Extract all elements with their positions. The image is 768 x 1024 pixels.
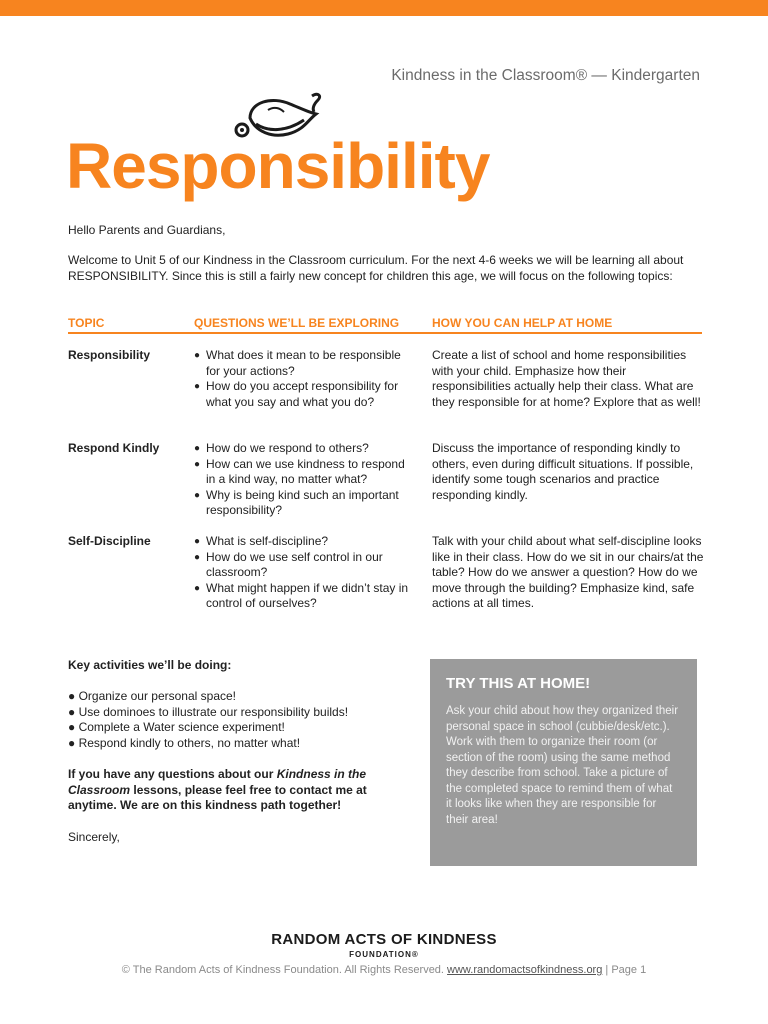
row-help: Discuss the importance of responding kindly to others, even during difficult situations. If possible, identify some tough scenarios and practice responding kindly. [432, 441, 694, 502]
question-item: ● What does it mean to be responsible for your actions? [194, 348, 416, 379]
page-title: Responsibility [66, 130, 490, 202]
series-title: Kindness in the Classroom® — Kindergarten [391, 67, 700, 84]
row-topic: Responsibility [68, 348, 151, 362]
activity-item: ● Use dominoes to illustrate our responsibility builds! [68, 704, 349, 719]
curriculum-name: Kindness in the Classroom [68, 767, 367, 797]
question-item: ● How can we use kindness to respond in a kind way, no matter what? [194, 457, 416, 488]
signoff: Sincerely, [68, 830, 120, 844]
question-item: ● Why is being kind such an important responsibility? [194, 488, 416, 519]
intro-paragraph: Welcome to Unit 5 of our Kindness in the Classroom curriculum. For the next 4-6 weeks we will be learning all about RESPONSIBILITY. Since this is still a fairly new concept for children this age, we will focus on the following topics: [68, 253, 684, 283]
row-help: Create a list of school and home responsibilities with your child. Emphasize how their responsibilities actually help their class. What are they responsible for at home? Explore that as well! [432, 348, 701, 409]
question-item: ● What might happen if we didn’t stay in control of ourselves? [194, 581, 416, 612]
website-link[interactable]: www.randomactsofkindness.org [447, 964, 603, 976]
activities-title: Key activities we’ll be doing: [68, 658, 232, 672]
top-accent-bar [0, 0, 768, 16]
contact-note [68, 767, 388, 814]
row-topic: Self-Discipline [68, 534, 151, 548]
try-box-body: Ask your child about how they organized their personal space in school (cubbie/desk/etc.). Work with them to organize their room (or section of the room) using the same method they describe from school. Take a picture of the completed space to remind them of what it looks like when they are responsible for their area! [446, 705, 679, 826]
table-header [68, 316, 702, 334]
activity-item: ● Respond kindly to others, no matter what! [68, 735, 301, 750]
column-header-topic: TOPIC [68, 316, 105, 330]
foundation-logo-text: RANDOM ACTS OF KINDNESS [271, 931, 497, 948]
row-questions [194, 534, 416, 612]
row-topic: Respond Kindly [68, 441, 160, 455]
activity-item: ● Organize our personal space! [68, 689, 237, 703]
row-help: Talk with your child about what self-discipline looks like in their class. How do we sit in our chairs/at the table? How do we answer a question? How do we move through the building? Emphasize kind, safe actions at all times. [432, 534, 704, 610]
try-box-title: TRY THIS AT HOME! [446, 675, 591, 692]
contact-text: If you have any questions about our [68, 767, 277, 781]
try-this-at-home-box [430, 659, 697, 866]
copyright-text: © The Random Acts of Kindness Foundation. All Rights Reserved. [121, 964, 444, 976]
footer [0, 964, 768, 976]
question-item: ● How do we respond to others? [194, 441, 416, 457]
greeting: Hello Parents and Guardians, [68, 223, 226, 237]
question-item: ● How do you accept responsibility for what you say and what you do? [194, 379, 416, 410]
question-item: ● How do we use self control in our classroom? [194, 550, 416, 581]
column-header-questions: QUESTIONS WE’LL BE EXPLORING [194, 316, 400, 330]
foundation-logo-subtext: FOUNDATION® [349, 950, 419, 959]
activity-item: ● Complete a Water science experiment! [68, 720, 285, 734]
activities-list [68, 689, 348, 751]
row-questions [194, 441, 416, 519]
contact-text: lessons, please feel free to contact me at anytime. We are on this kindness path together! [68, 782, 367, 812]
column-header-help: HOW YOU CAN HELP AT HOME [432, 316, 613, 330]
row-questions [194, 348, 416, 410]
page-number: | Page 1 [605, 964, 647, 976]
question-item: ● What is self-discipline? [194, 534, 416, 550]
